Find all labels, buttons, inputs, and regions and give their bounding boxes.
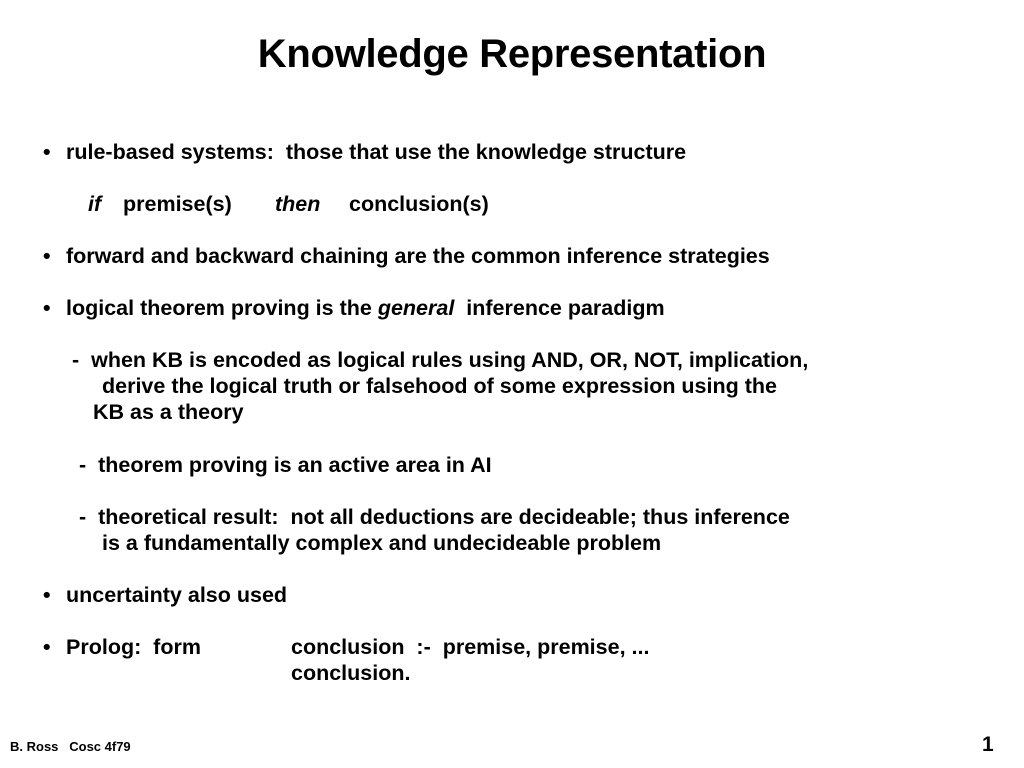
bullet-uncertainty: uncertainty also used: [66, 583, 288, 607]
slide-title: Knowledge Representation: [257, 32, 767, 76]
bullet-chaining: forward and backward chaining are the common inference strategies: [66, 244, 770, 268]
emphasis-general: general: [377, 296, 455, 320]
rule-conclusion: conclusion(s): [349, 192, 489, 216]
bullet-theorem-proving: [66, 298, 665, 320]
subpoint-theoretical-line1: - theoretical result: not all deductions are decideable; thus inference: [79, 505, 790, 529]
page-number: 1: [982, 733, 994, 756]
subpoint-active-area: - theorem proving is an active area in AI: [79, 453, 492, 477]
bullet-dot: •: [43, 583, 51, 607]
footer-author-course: B. Ross Cosc 4f79: [10, 739, 131, 754]
prolog-form-line1: conclusion :- premise, premise, ...: [291, 635, 650, 659]
keyword-if: if: [88, 192, 102, 216]
subpoint-theoretical-line2: is a fundamentally complex and undecideable problem: [102, 531, 662, 555]
bullet-theorem-proving-post: inference paradigm: [466, 296, 665, 320]
bullet-rule-based-systems: rule-based systems: those that use the knowledge structure: [66, 140, 687, 164]
bullet-dot: •: [43, 296, 51, 320]
keyword-then: then: [275, 192, 321, 216]
subpoint-kb-line3: KB as a theory: [93, 400, 244, 424]
bullet-dot: •: [43, 635, 51, 659]
subpoint-kb-line1: - when KB is encoded as logical rules using AND, OR, NOT, implication,: [72, 348, 809, 372]
bullet-dot: •: [43, 140, 51, 164]
bullet-dot: •: [43, 244, 51, 268]
bullet-theorem-proving-pre: logical theorem proving is the: [66, 296, 372, 320]
bullet-prolog: Prolog: form: [66, 635, 201, 659]
prolog-form-line2: conclusion.: [291, 661, 411, 685]
subpoint-kb-line2: derive the logical truth or falsehood of some expression using the: [102, 374, 777, 398]
rule-premise: premise(s): [123, 192, 232, 216]
